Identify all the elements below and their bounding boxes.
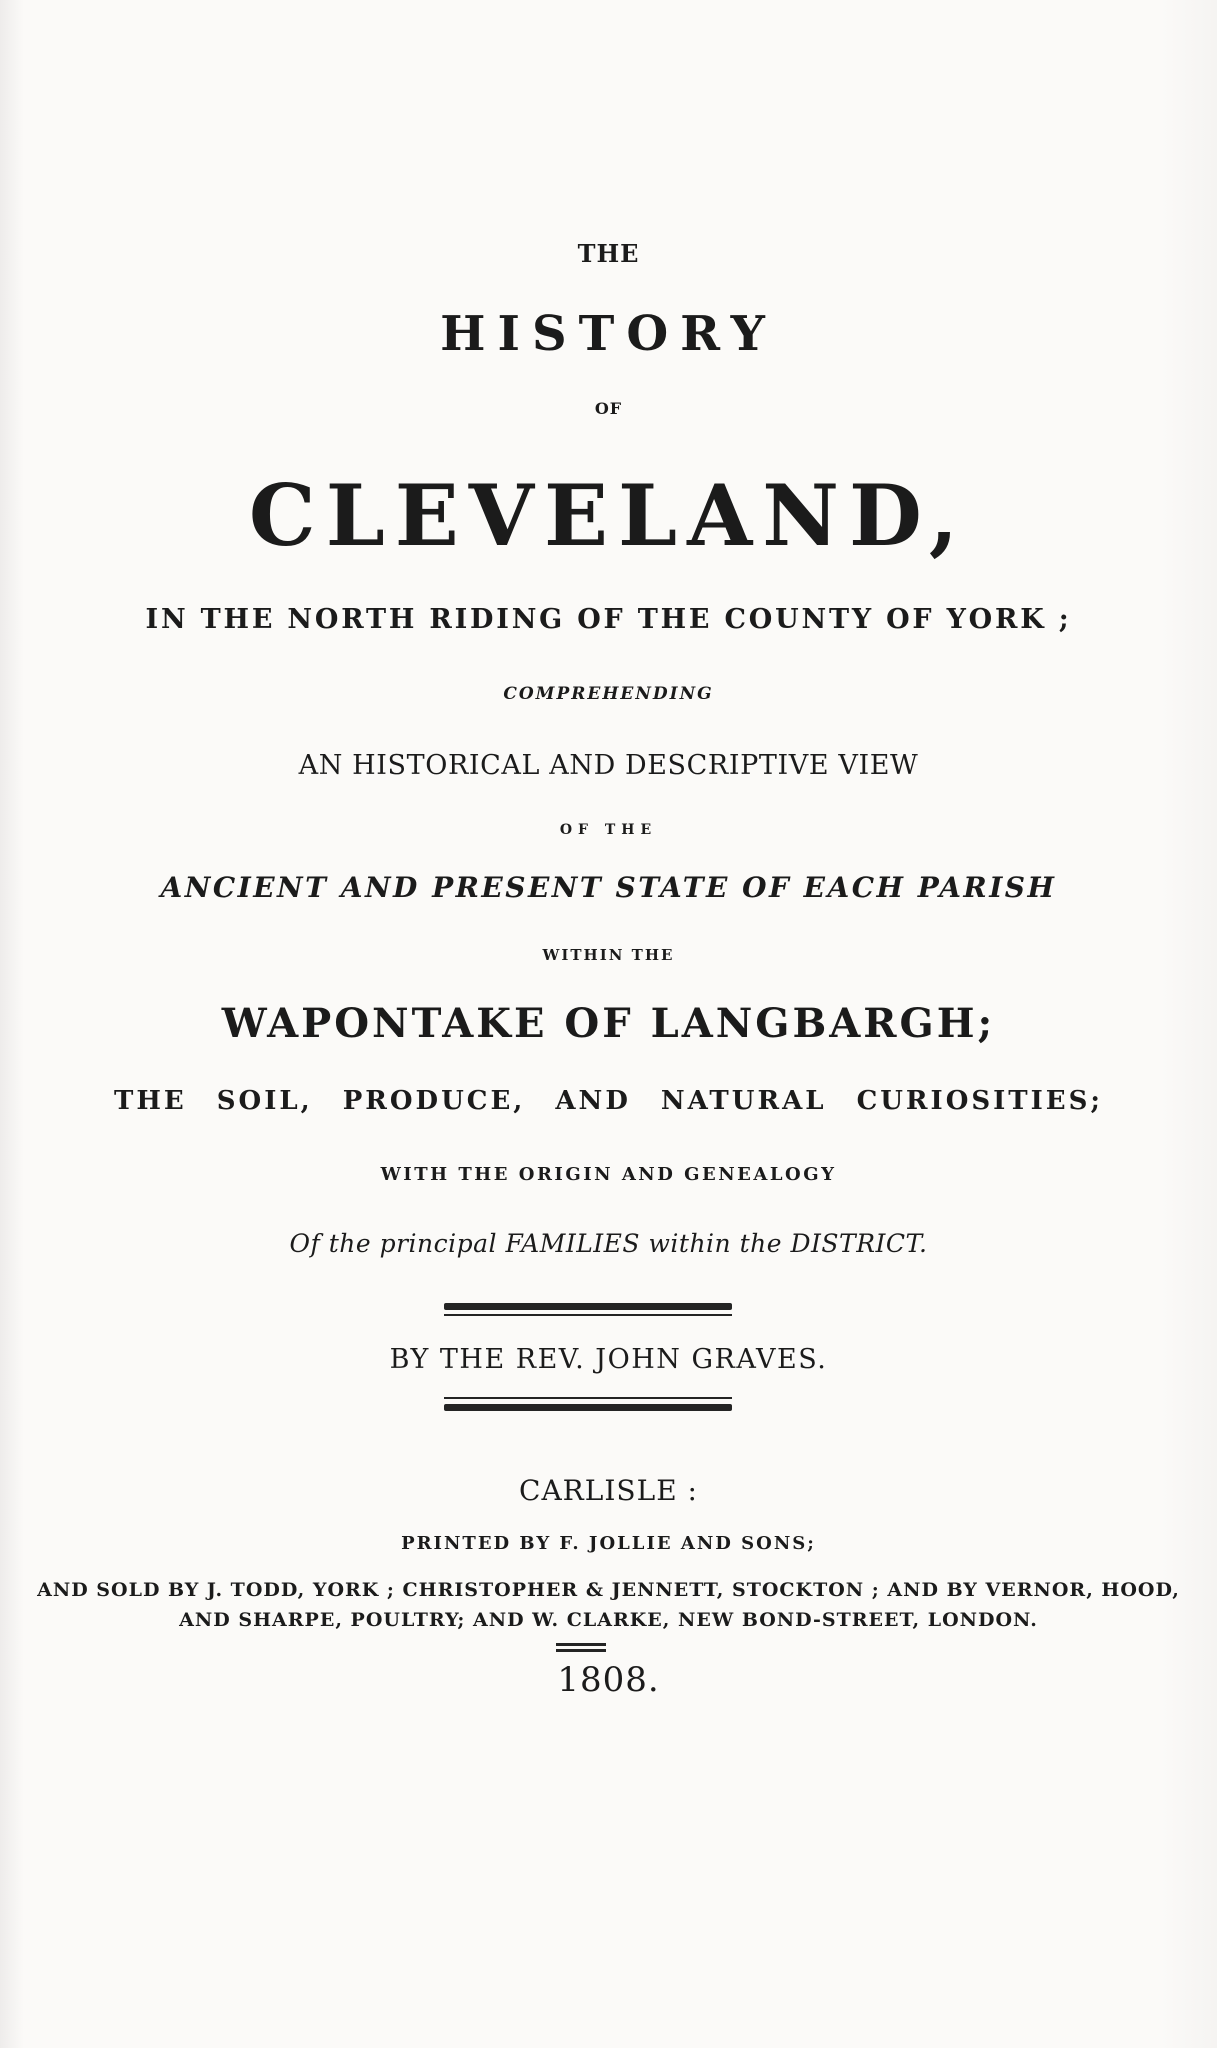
subtitle-riding: IN THE NORTH RIDING OF THE COUNTY OF YORK ; bbox=[145, 604, 1072, 635]
imprint-sold-line-1: AND SOLD BY J. TODD, YORK ; CHRISTOPHER & JENNETT, STOCKTON ; AND BY VERNOR, HOOD, bbox=[37, 1579, 1180, 1601]
divider-rule-thin-bottom bbox=[444, 1397, 732, 1399]
subtitle-within-the: WITHIN THE bbox=[542, 946, 675, 964]
year-rule-top bbox=[556, 1643, 606, 1646]
subtitle-origin-genealogy: WITH THE ORIGIN AND GENEALOGY bbox=[380, 1164, 837, 1185]
subtitle-principal-families: Of the principal FAMILIES within the DISTRICT. bbox=[289, 1229, 928, 1258]
subtitle-historical-view: AN HISTORICAL AND DESCRIPTIVE VIEW bbox=[298, 750, 919, 781]
imprint-printed-by: PRINTED BY F. JOLLIE AND SONS; bbox=[401, 1533, 816, 1554]
divider-rule-thin-top bbox=[444, 1314, 732, 1316]
title-the: THE bbox=[577, 239, 640, 268]
publication-year: 1808. bbox=[557, 1660, 660, 1700]
imprint-sold-line-2: AND SHARPE, POULTRY; AND W. CLARKE, NEW BOND-STREET, LONDON. bbox=[179, 1609, 1038, 1631]
title-cleveland: CLEVELAND, bbox=[248, 466, 969, 565]
title-history: HISTORY bbox=[440, 306, 777, 362]
title-of: OF bbox=[594, 399, 623, 418]
subtitle-of-the: OF THE bbox=[559, 822, 658, 838]
subtitle-comprehending: COMPREHENDING bbox=[503, 684, 714, 704]
subtitle-wapontake: WAPONTAKE OF LANGBARGH; bbox=[221, 1000, 996, 1047]
subtitle-ancient-present: ANCIENT AND PRESENT STATE OF EACH PARISH bbox=[160, 871, 1057, 904]
imprint-place: CARLISLE : bbox=[519, 1474, 698, 1507]
year-rule-bottom bbox=[556, 1649, 606, 1652]
subtitle-soil-produce: THE SOIL, PRODUCE, AND NATURAL CURIOSITIES; bbox=[113, 1086, 1103, 1116]
divider-rule-thick-top bbox=[444, 1303, 732, 1310]
divider-rule-thick-bottom bbox=[444, 1404, 732, 1411]
author-byline: BY THE REV. JOHN GRAVES. bbox=[389, 1344, 828, 1375]
